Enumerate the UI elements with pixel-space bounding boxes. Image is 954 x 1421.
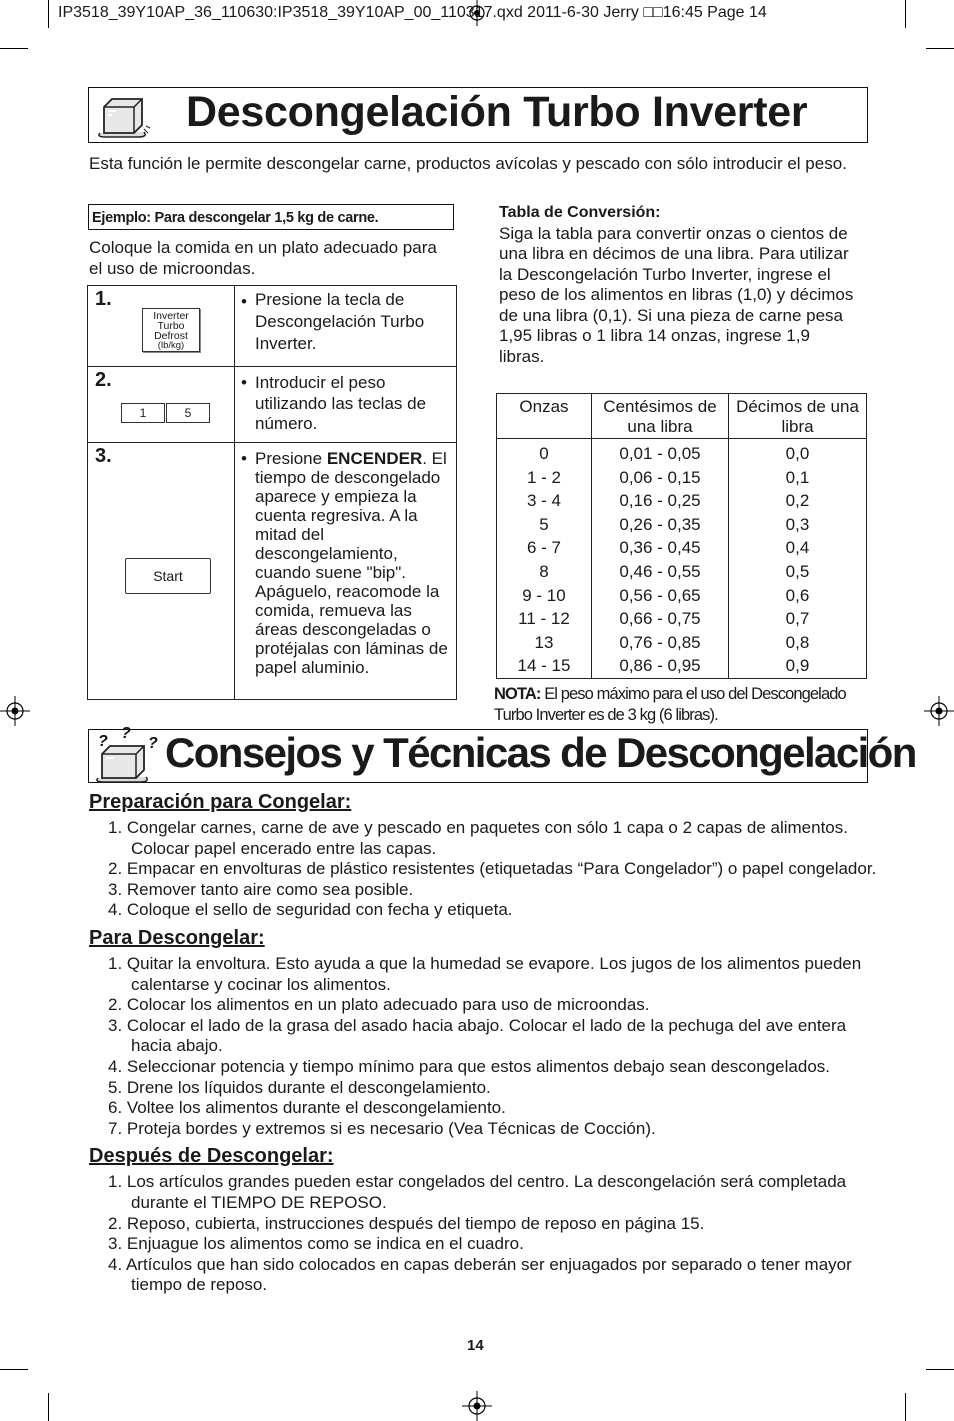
conversion-cell: 0,46 - 0,55 bbox=[592, 560, 729, 584]
conversion-cell: 0,0 bbox=[729, 439, 867, 466]
list-item: 5. Drene los líquidos durante el descongelamiento. bbox=[108, 1077, 491, 1097]
svg-text:?: ? bbox=[148, 735, 158, 752]
list-item: 3. Colocar el lado de la grasa del asado hacia abajo. Colocar el lado de la pechuga del ave entera hacia abajo. bbox=[108, 1015, 847, 1056]
crop-mark bbox=[905, 0, 906, 28]
list-item: 2. Reposo, cubierta, instrucciones después del tiempo de reposo en página 15. bbox=[108, 1213, 705, 1233]
section-title: Consejos y Técnicas de Descongelación bbox=[165, 729, 916, 776]
list-item: 3. Enjuague los alimentos como se indica en el cuadro. bbox=[108, 1234, 524, 1254]
conversion-cell: 0,9 bbox=[729, 654, 867, 678]
list-item: 4. Seleccionar potencia y tiempo mínimo para que estos alimentos debajo sean descongelados. bbox=[108, 1056, 830, 1076]
tips-group bbox=[89, 791, 879, 921]
crop-mark bbox=[926, 1369, 954, 1370]
conversion-row bbox=[497, 607, 867, 631]
conversion-row bbox=[497, 466, 867, 490]
section-title: Descongelación Turbo Inverter bbox=[186, 88, 808, 136]
crop-mark bbox=[48, 0, 49, 28]
intro-text: Esta función le permite descongelar carne, productos avícolas y pescado con sólo introducir el peso. bbox=[89, 154, 847, 173]
conversion-row bbox=[497, 489, 867, 513]
conversion-cell: 5 bbox=[497, 513, 592, 537]
conversion-cell: 0,1 bbox=[729, 466, 867, 490]
step-number: 1. bbox=[95, 288, 112, 310]
conversion-cell: 11 - 12 bbox=[497, 607, 592, 631]
list-item: 4. Artículos que han sido colocados en capas deberán ser enjuagados por separado o tener mayor tiempo de reposo. bbox=[108, 1254, 852, 1295]
list-item: 2. Empacar en envolturas de plástico resistentes (etiquetadas “Para Congelador”) o papel congelador. bbox=[108, 859, 877, 879]
list-item: 3. Remover tanto aire como sea posible. bbox=[108, 879, 414, 899]
list-item: 1. Quitar la envoltura. Esto ayuda a que la humedad se evapore. Los jugos de los alimentos pueden calentarse y cocinar los alimentos. bbox=[108, 953, 862, 994]
registration-mark-icon bbox=[462, 1391, 492, 1421]
conversion-cell: 0,8 bbox=[729, 631, 867, 655]
conversion-cell: 0,26 - 0,35 bbox=[592, 513, 729, 537]
svg-text:?: ? bbox=[121, 725, 131, 742]
step-text: Presione la tecla de Descongelación Turbo Inverter. bbox=[255, 290, 425, 353]
conversion-cell: 0,36 - 0,45 bbox=[592, 536, 729, 560]
crop-mark bbox=[905, 1393, 906, 1421]
conversion-cell: 0,5 bbox=[729, 560, 867, 584]
tips-section bbox=[89, 791, 879, 1296]
conversion-cell: 0,7 bbox=[729, 607, 867, 631]
conversion-intro bbox=[499, 203, 855, 367]
conversion-cell: 1 - 2 bbox=[497, 466, 592, 490]
conversion-cell: 0,3 bbox=[729, 513, 867, 537]
conversion-desc: Siga la tabla para convertir onzas o cientos de una libra en décimos de una libra. Para utilizar la Descongelación Turbo Inverter, ingrese el peso de los alimentos en libras (1,0) y décimos de una libra (0,1). Si una pieza de carne pesa 1,95 libras o 1 libra 14 onzas, ingrese 1,9 libras. bbox=[499, 223, 854, 366]
placement-text: Coloque la comida en un plato adecuado para el uso de microondas. bbox=[89, 238, 437, 278]
group-heading: Para Descongelar: bbox=[89, 926, 265, 949]
conversion-cell: 0,76 - 0,85 bbox=[592, 631, 729, 655]
conversion-cell: 0 bbox=[497, 439, 592, 466]
list-item: 2. Colocar los alimentos en un plato adecuado para uso de microondas. bbox=[108, 995, 650, 1015]
list-item: 1. Los artículos grandes pueden estar congelados del centro. La descongelación será completada durante el TIEMPO DE REPOSO. bbox=[108, 1172, 847, 1212]
crop-mark bbox=[0, 48, 28, 49]
inverter-turbo-defrost-key: Inverter Turbo Defrost (lb/kg) bbox=[142, 308, 200, 352]
list-item: 4. Coloque el sello de seguridad con fecha y etiqueta. bbox=[108, 900, 513, 920]
conversion-row bbox=[497, 654, 867, 678]
registration-mark-icon bbox=[924, 696, 954, 726]
svg-text:?: ? bbox=[98, 733, 108, 750]
conversion-cell: 9 - 10 bbox=[497, 584, 592, 608]
example-label: Ejemplo: Para descongelar 1,5 kg de carne. bbox=[88, 204, 454, 230]
conversion-row bbox=[497, 560, 867, 584]
list-item: 6. Voltee los alimentos durante el descongelamiento. bbox=[108, 1098, 506, 1118]
step-text: Introducir el peso utilizando las teclas de número. bbox=[255, 373, 427, 433]
conversion-row bbox=[497, 584, 867, 608]
conversion-cell: 0,01 - 0,05 bbox=[592, 439, 729, 466]
conversion-row bbox=[497, 536, 867, 560]
col-header-decimos: Décimos de una libra bbox=[729, 394, 867, 439]
page-number: 14 bbox=[467, 1337, 484, 1354]
step-row: 2. 1 5 • Introducir el peso utilizando las teclas de número. bbox=[88, 367, 457, 443]
group-heading: Preparación para Congelar: bbox=[89, 791, 352, 813]
conversion-cell: 0,4 bbox=[729, 536, 867, 560]
conversion-table bbox=[496, 393, 867, 679]
step-row: 1. Inverter Turbo Defrost (lb/kg) • Presione la tecla de Descongelación Turbo Inverter. bbox=[88, 286, 457, 367]
crop-mark bbox=[48, 1393, 49, 1421]
col-header-onzas: Onzas bbox=[497, 394, 592, 439]
note-text: NOTA: El peso máximo para el uso del Descongelado Turbo Inverter es de 3 kg (6 libras). bbox=[494, 685, 846, 724]
conversion-title: Tabla de Conversión: bbox=[499, 204, 661, 221]
conversion-cell: 14 - 15 bbox=[497, 654, 592, 678]
tips-group bbox=[89, 927, 879, 1139]
conversion-cell: 0,16 - 0,25 bbox=[592, 489, 729, 513]
conversion-cell: 3 - 4 bbox=[497, 489, 592, 513]
crop-mark bbox=[926, 48, 954, 49]
step-number: 2. bbox=[95, 369, 112, 391]
conversion-cell: 0,66 - 0,75 bbox=[592, 607, 729, 631]
steps-table bbox=[87, 285, 457, 700]
crop-mark bbox=[0, 1369, 28, 1370]
tips-group bbox=[89, 1145, 879, 1296]
conversion-cell: 0,86 - 0,95 bbox=[592, 654, 729, 678]
step-row: 3. Start • Presione ENCENDER. El tiempo de descongelado aparece y empieza la cuenta regresiva. A la mitad del descongelamiento, cuando suene "bip". Apáguelo, reacomode la comida, remueva las áreas descongeladas o protéjalas con láminas de papel aluminio. bbox=[88, 443, 457, 700]
ice-cube-question-icon bbox=[88, 724, 162, 784]
file-header: IP3518_39Y10AP_36_110630:IP3518_39Y10AP_00_110317.qxd 2011-6-30 Jerry □□16:45 Page 14 bbox=[58, 4, 767, 21]
conversion-row bbox=[497, 439, 867, 466]
conversion-cell: 6 - 7 bbox=[497, 536, 592, 560]
step-number: 3. bbox=[95, 445, 112, 467]
conversion-row bbox=[497, 631, 867, 655]
ice-cube-icon bbox=[92, 93, 156, 139]
list-item: 7. Proteja bordes y extremos si es necesario (Vea Técnicas de Cocción). bbox=[108, 1118, 656, 1138]
group-heading: Después de Descongelar: bbox=[89, 1145, 334, 1168]
col-header-centesimos: Centésimos de una libra bbox=[592, 394, 729, 439]
number-key-5: 5 bbox=[166, 403, 210, 423]
conversion-cell: 13 bbox=[497, 631, 592, 655]
step-text: Presione ENCENDER. El tiempo de descongelado aparece y empieza la cuenta regresiva. A la mitad del descongelamiento, cuando suene "bip". Apáguelo, reacomode la comida, remueva las áreas descongeladas o protéjalas con láminas de papel aluminio. bbox=[255, 449, 448, 677]
conversion-cell: 0,6 bbox=[729, 584, 867, 608]
start-key: Start bbox=[125, 558, 211, 594]
conversion-cell: 0,06 - 0,15 bbox=[592, 466, 729, 490]
list-item: 1. Congelar carnes, carne de ave y pescado en paquetes con sólo 1 capa o 2 capas de alimentos. Colocar papel encerado entre las capas. bbox=[108, 818, 848, 858]
conversion-cell: 8 bbox=[497, 560, 592, 584]
number-key-1: 1 bbox=[121, 403, 165, 423]
registration-mark-icon bbox=[0, 696, 30, 726]
conversion-cell: 0,56 - 0,65 bbox=[592, 584, 729, 608]
conversion-cell: 0,2 bbox=[729, 489, 867, 513]
note-label: NOTA: bbox=[494, 685, 541, 703]
encender-label: ENCENDER bbox=[326, 449, 423, 468]
conversion-row bbox=[497, 513, 867, 537]
